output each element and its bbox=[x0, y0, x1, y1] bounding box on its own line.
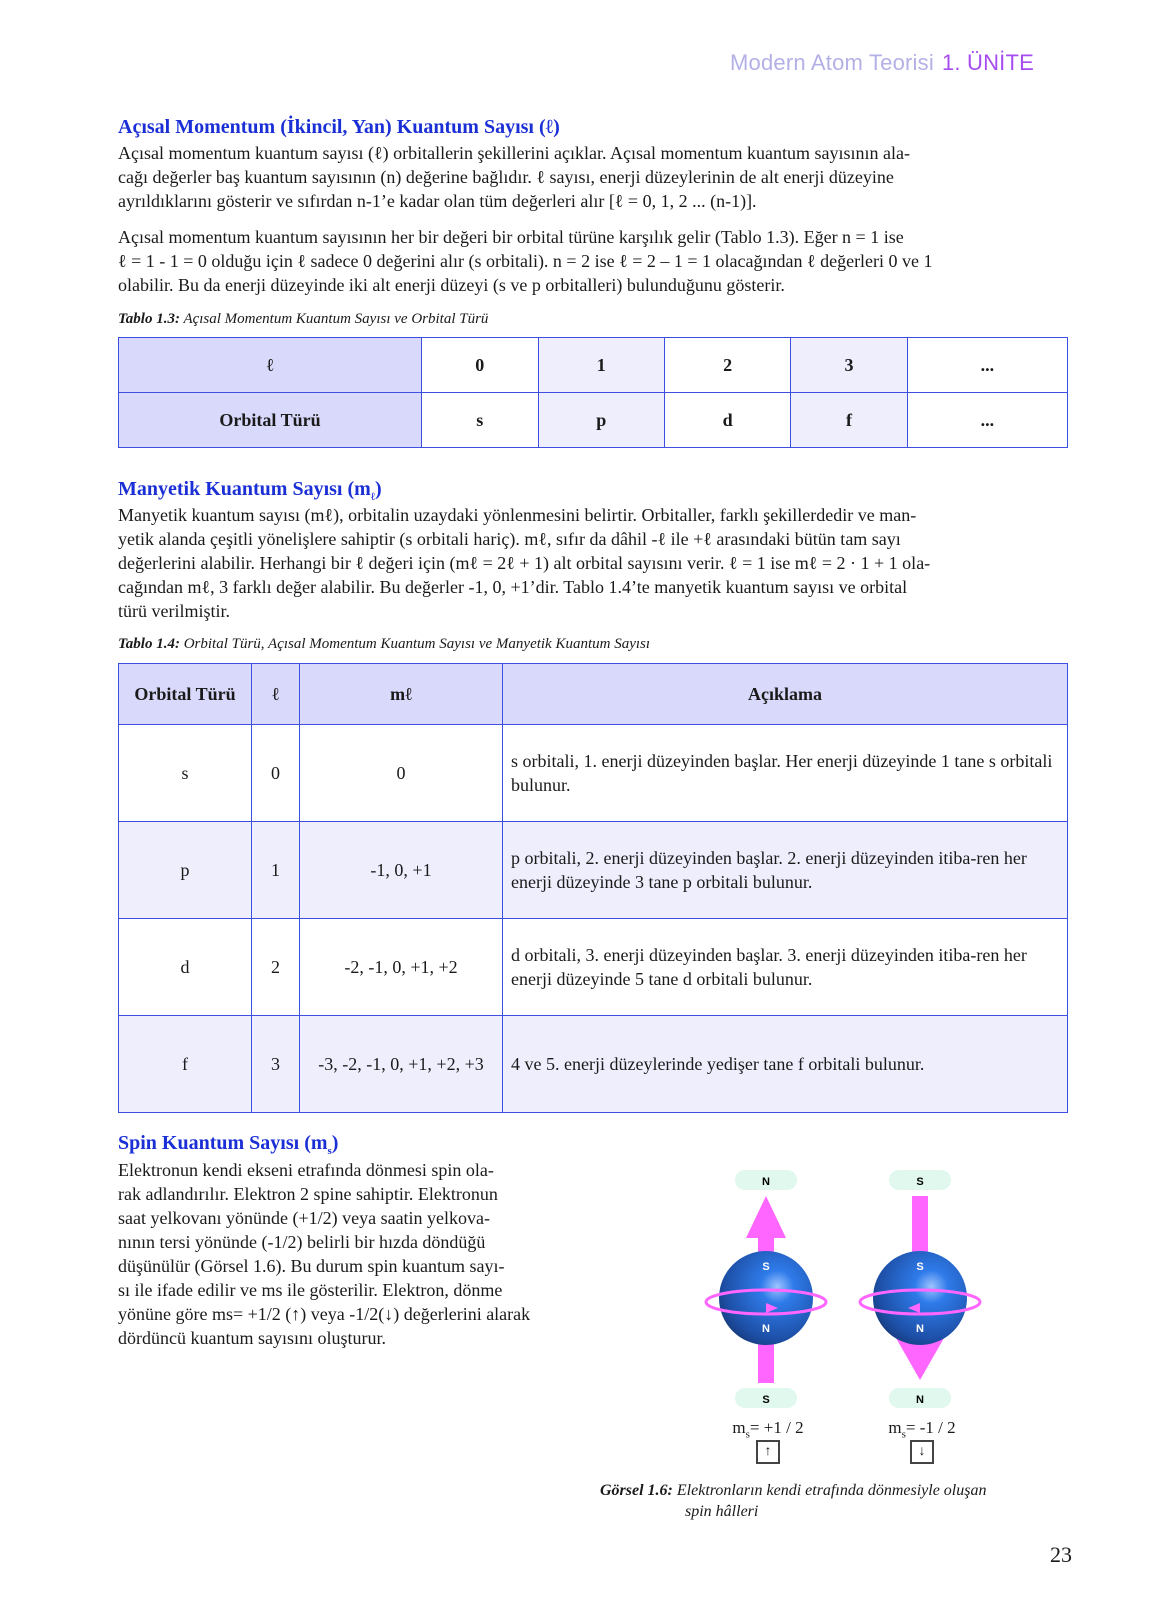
section-title-spin bbox=[118, 1132, 338, 1157]
text-line: cağından mℓ, 3 farklı değer alabilir. Bu değerler -1, 0, +1’dir. Tablo 1.4’te manyetik kuantum sayısı ve orbital bbox=[118, 577, 908, 597]
text-line: düşünülür (Görsel 1.6). Bu durum spin kuantum sayı- bbox=[118, 1256, 505, 1276]
table-row bbox=[119, 393, 1068, 448]
sphere-pole-top: S bbox=[916, 1261, 924, 1273]
table-row bbox=[119, 338, 1068, 393]
sphere-pole-bottom: N bbox=[762, 1323, 770, 1335]
text-line: rak adlandırılır. Elektron 2 spine sahiptir. Elektronun bbox=[118, 1184, 498, 1204]
ms-symbol: m bbox=[732, 1418, 746, 1437]
table-cell: 2 bbox=[664, 338, 790, 393]
header-cell: Orbital Türü bbox=[119, 664, 252, 725]
unit-label: 1. ÜNİTE bbox=[941, 50, 1034, 75]
table-cell: 2 bbox=[252, 919, 300, 1016]
table-row bbox=[119, 822, 1068, 919]
table-cell: p bbox=[538, 393, 664, 448]
spin-up-value bbox=[718, 1418, 818, 1464]
sphere-pole-top: S bbox=[762, 1261, 770, 1273]
title-end: ) bbox=[374, 478, 382, 500]
section1-paragraph2 bbox=[118, 225, 1038, 297]
table-1-3 bbox=[118, 337, 1068, 448]
table-cell: -2, -1, 0, +1, +2 bbox=[300, 919, 503, 1016]
pole-label-bottom: N bbox=[916, 1394, 924, 1406]
table-cell: p orbitali, 2. enerji düzeyinden başlar. 2. enerji düzeyinden itiba-ren her enerji düzeyinde 3 tane p orbitali bulunur. bbox=[503, 822, 1068, 919]
text-line: nının tersi yönünde (-1/2) belirli bir hızda döndüğü bbox=[118, 1232, 486, 1252]
table-cell: 0 bbox=[422, 338, 539, 393]
section-title-magnetic bbox=[118, 478, 382, 503]
text-line: olabilir. Bu da enerji düzeyinde iki alt enerji düzeyi (s ve p orbitalleri) bulunduğunu gösterir. bbox=[118, 275, 785, 295]
table-cell: s bbox=[119, 725, 252, 822]
text-line: sı ile ifade edilir ve ms ile gösterilir. Elektron, dönme bbox=[118, 1280, 503, 1300]
text-line: Manyetik kuantum sayısı (mℓ), orbitalin uzaydaki yönlenmesini belirtir. Orbitaller, farklı şekillerdedir ve man- bbox=[118, 505, 917, 525]
page-number: 23 bbox=[1050, 1542, 1072, 1567]
table-header-row bbox=[119, 664, 1068, 725]
table-cell: 3 bbox=[252, 1016, 300, 1113]
text-line: Açısal momentum kuantum sayısı (ℓ) orbitallerin şekillerini açıklar. Açısal momentum kuantum sayısının ala- bbox=[118, 143, 910, 163]
header-cell: ℓ bbox=[252, 664, 300, 725]
table-cell: f bbox=[119, 1016, 252, 1113]
text-line: Elektronun kendi ekseni etrafında dönmesi spin ola- bbox=[118, 1160, 494, 1180]
ms-value: = +1 / 2 bbox=[749, 1418, 804, 1437]
text-line: cağı değerler baş kuantum sayısının (n) değerine bağlıdır. ℓ sayısı, enerji düzeylerinin de alt enerji düzeyine bbox=[118, 167, 894, 187]
pole-label-bottom: S bbox=[762, 1394, 770, 1406]
spin-figure bbox=[700, 1160, 1000, 1410]
caption-text: Elektronların kendi etrafında dönmesiyle oluşan bbox=[676, 1482, 987, 1499]
text-line: ℓ = 1 - 1 = 0 olduğu için ℓ sadece 0 değerini alır (s orbitali). n = 2 ise ℓ = 2 – 1 = 1 olacağından ℓ değerleri 0 ve 1 bbox=[118, 251, 933, 271]
table-cell: d bbox=[664, 393, 790, 448]
table-cell: 4 ve 5. enerji düzeylerinde yedişer tane f orbitali bulunur. bbox=[503, 1016, 1068, 1113]
table13-caption bbox=[118, 311, 488, 328]
section3-paragraph bbox=[118, 1158, 598, 1350]
caption-label: Tablo 1.4: bbox=[118, 636, 180, 652]
electron-spin-down bbox=[860, 1170, 980, 1408]
table-cell: -3, -2, -1, 0, +1, +2, +3 bbox=[300, 1016, 503, 1113]
table-cell: d orbitali, 3. enerji düzeyinden başlar. 3. enerji düzeyinden itiba-ren her enerji düzeyinde 5 tane d orbitali bulunur. bbox=[503, 919, 1068, 1016]
text-line: ayrıldıklarını gösterir ve sıfırdan n-1’e kadar olan tüm değerleri alır [ℓ = 0, 1, 2 ... (n-1)]. bbox=[118, 191, 757, 211]
electron-spin-up bbox=[706, 1170, 826, 1408]
text-line: dördüncü kuantum sayısını oluşturur. bbox=[118, 1328, 386, 1348]
pole-label-top: S bbox=[916, 1176, 924, 1188]
title-subscript: s bbox=[327, 1145, 332, 1157]
title-text: Manyetik Kuantum Sayısı (m bbox=[118, 478, 371, 500]
table-1-4 bbox=[118, 663, 1068, 1113]
table-cell: Orbital Türü bbox=[119, 393, 422, 448]
table-cell: ... bbox=[907, 338, 1067, 393]
caption-label: Tablo 1.3: bbox=[118, 311, 180, 327]
ms-value: = -1 / 2 bbox=[905, 1418, 956, 1437]
title-subscript: ℓ bbox=[370, 491, 375, 503]
table-cell: s bbox=[422, 393, 539, 448]
header-cell: Açıklama bbox=[503, 664, 1068, 725]
table-cell: d bbox=[119, 919, 252, 1016]
section1-paragraph1 bbox=[118, 141, 1038, 213]
header-cell: mℓ bbox=[300, 664, 503, 725]
ms-symbol: m bbox=[888, 1418, 902, 1437]
section2-paragraph bbox=[118, 503, 1048, 623]
arrow-up-icon bbox=[746, 1196, 786, 1260]
table-cell: 0 bbox=[252, 725, 300, 822]
text-line: saat yelkovanı yönünde (+1/2) veya saatin yelkova- bbox=[118, 1208, 491, 1228]
caption-text: spin hâlleri bbox=[685, 1503, 759, 1520]
pole-label-top: N bbox=[762, 1176, 770, 1188]
title-text: Spin Kuantum Sayısı (m bbox=[118, 1132, 328, 1154]
text-line: Açısal momentum kuantum sayısının her bir değeri bir orbital türüne karşılık gelir (Tablo 1.3). Eğer n = 1 ise bbox=[118, 227, 904, 247]
table-cell: 1 bbox=[538, 338, 664, 393]
text-line: değerlerini alabilir. Herhangi bir ℓ değeri için (mℓ = 2ℓ + 1) alt orbital sayısını verir. ℓ = 1 ise mℓ = 2 · 1 + 1 ola- bbox=[118, 553, 931, 573]
caption-text: Orbital Türü, Açısal Momentum Kuantum Sayısı ve Manyetik Kuantum Sayısı bbox=[183, 636, 651, 652]
table-cell: 1 bbox=[252, 822, 300, 919]
spin-down-box-icon: ↓ bbox=[910, 1440, 934, 1464]
arrow-tail bbox=[912, 1196, 928, 1256]
spin-down-value bbox=[872, 1418, 972, 1464]
table-cell: ℓ bbox=[119, 338, 422, 393]
table14-caption bbox=[118, 636, 650, 653]
caption-text: Açısal Momentum Kuantum Sayısı ve Orbital Türü bbox=[183, 311, 489, 327]
table-row bbox=[119, 1016, 1068, 1113]
table-row bbox=[119, 919, 1068, 1016]
table-cell: -1, 0, +1 bbox=[300, 822, 503, 919]
table-cell: 3 bbox=[791, 338, 908, 393]
ms-subscript: s bbox=[901, 1428, 906, 1441]
section-title-angular: Açısal Momentum (İkincil, Yan) Kuantum Sayısı (ℓ) bbox=[118, 116, 560, 138]
spin-up-box-icon: ↑ bbox=[756, 1440, 780, 1464]
table-cell: ... bbox=[907, 393, 1067, 448]
table-cell: 0 bbox=[300, 725, 503, 822]
figure-caption bbox=[600, 1480, 986, 1522]
sphere-pole-bottom: N bbox=[916, 1323, 924, 1335]
ms-subscript: s bbox=[745, 1428, 750, 1441]
caption-label: Görsel 1.6: bbox=[600, 1482, 673, 1499]
table-cell: p bbox=[119, 822, 252, 919]
running-header bbox=[730, 50, 1034, 76]
title-end: ) bbox=[331, 1132, 339, 1154]
table-cell: f bbox=[791, 393, 908, 448]
table-row bbox=[119, 725, 1068, 822]
table-cell: s orbitali, 1. enerji düzeyinden başlar. Her enerji düzeyinde 1 tane s orbitali bulunur. bbox=[503, 725, 1068, 822]
text-line: yönüne göre ms= +1/2 (↑) veya -1/2(↓) değerlerini alarak bbox=[118, 1304, 531, 1324]
text-line: yetik alanda çeşitli yönelişlere sahiptir (s orbitali hariç). mℓ, sıfır da dâhil -ℓ ile +ℓ arasındaki bütün tam sayı bbox=[118, 529, 901, 549]
chapter-topic: Modern Atom Teorisi bbox=[730, 50, 934, 75]
text-line: türü verilmiştir. bbox=[118, 601, 230, 621]
